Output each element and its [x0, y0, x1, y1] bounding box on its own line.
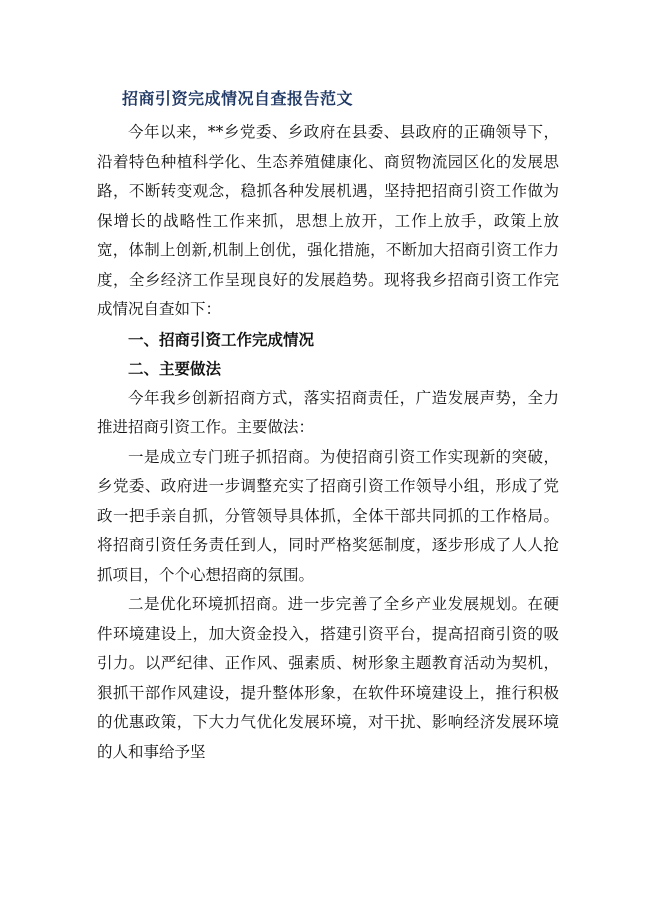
methods-intro-paragraph: 今年我乡创新招商方式，落实招商责任，广造发展声势，全力推进招商引资工作。主要做法： — [97, 388, 559, 436]
section-heading-2: 二、主要做法 — [128, 359, 222, 378]
intro-paragraph: 今年以来，**乡党委、乡政府在县委、县政府的正确领导下，沿着特色种植科学化、生态养殖健康化、商贸物流园区化的发展思路，不断转变观念，稳抓各种发展机遇，坚持把招商引资工作做为保增长的战略性工作来抓，思想上放开，工作上放手，政策上放宽，体制上创新,机制上创优，强化措施，不断加大招商引资工作力度，全乡经济工作呈现良好的发展趋势。现将我乡招商引资工作完成情况自查如下： — [97, 123, 559, 318]
document-body — [97, 118, 559, 767]
method-2-paragraph: 二是优化环境抓招商。进一步完善了全乡产业发展规划。在硬件环境建设上，加大资金投入，搭建引资平台，提高招商引资的吸引力。以严纪律、正作风、强素质、树形象主题教育活动为契机，狠抓干部作风建设，提升整体形象，在软件环境建设上，推行积极的优惠政策，下大力气优化发展环境，对干扰、影响经济发展环境的人和事给予坚 — [97, 595, 559, 761]
section-heading-1: 一、招商引资工作完成情况 — [128, 329, 315, 349]
document-title: 招商引资完成情况自查报告范文 — [122, 89, 354, 108]
method-1-paragraph: 一是成立专门班子抓招商。为使招商引资工作实现新的突破，乡党委、政府进一步调整充实了招商引资工作领导小组，形成了党政一把手亲自抓，分管领导具体抓，全体干部共同抓的工作格局。将招商引资任务责任到人，同时严格奖惩制度，逐步形成了人人抢抓项目，个个心想招商的氛围。 — [97, 447, 559, 584]
